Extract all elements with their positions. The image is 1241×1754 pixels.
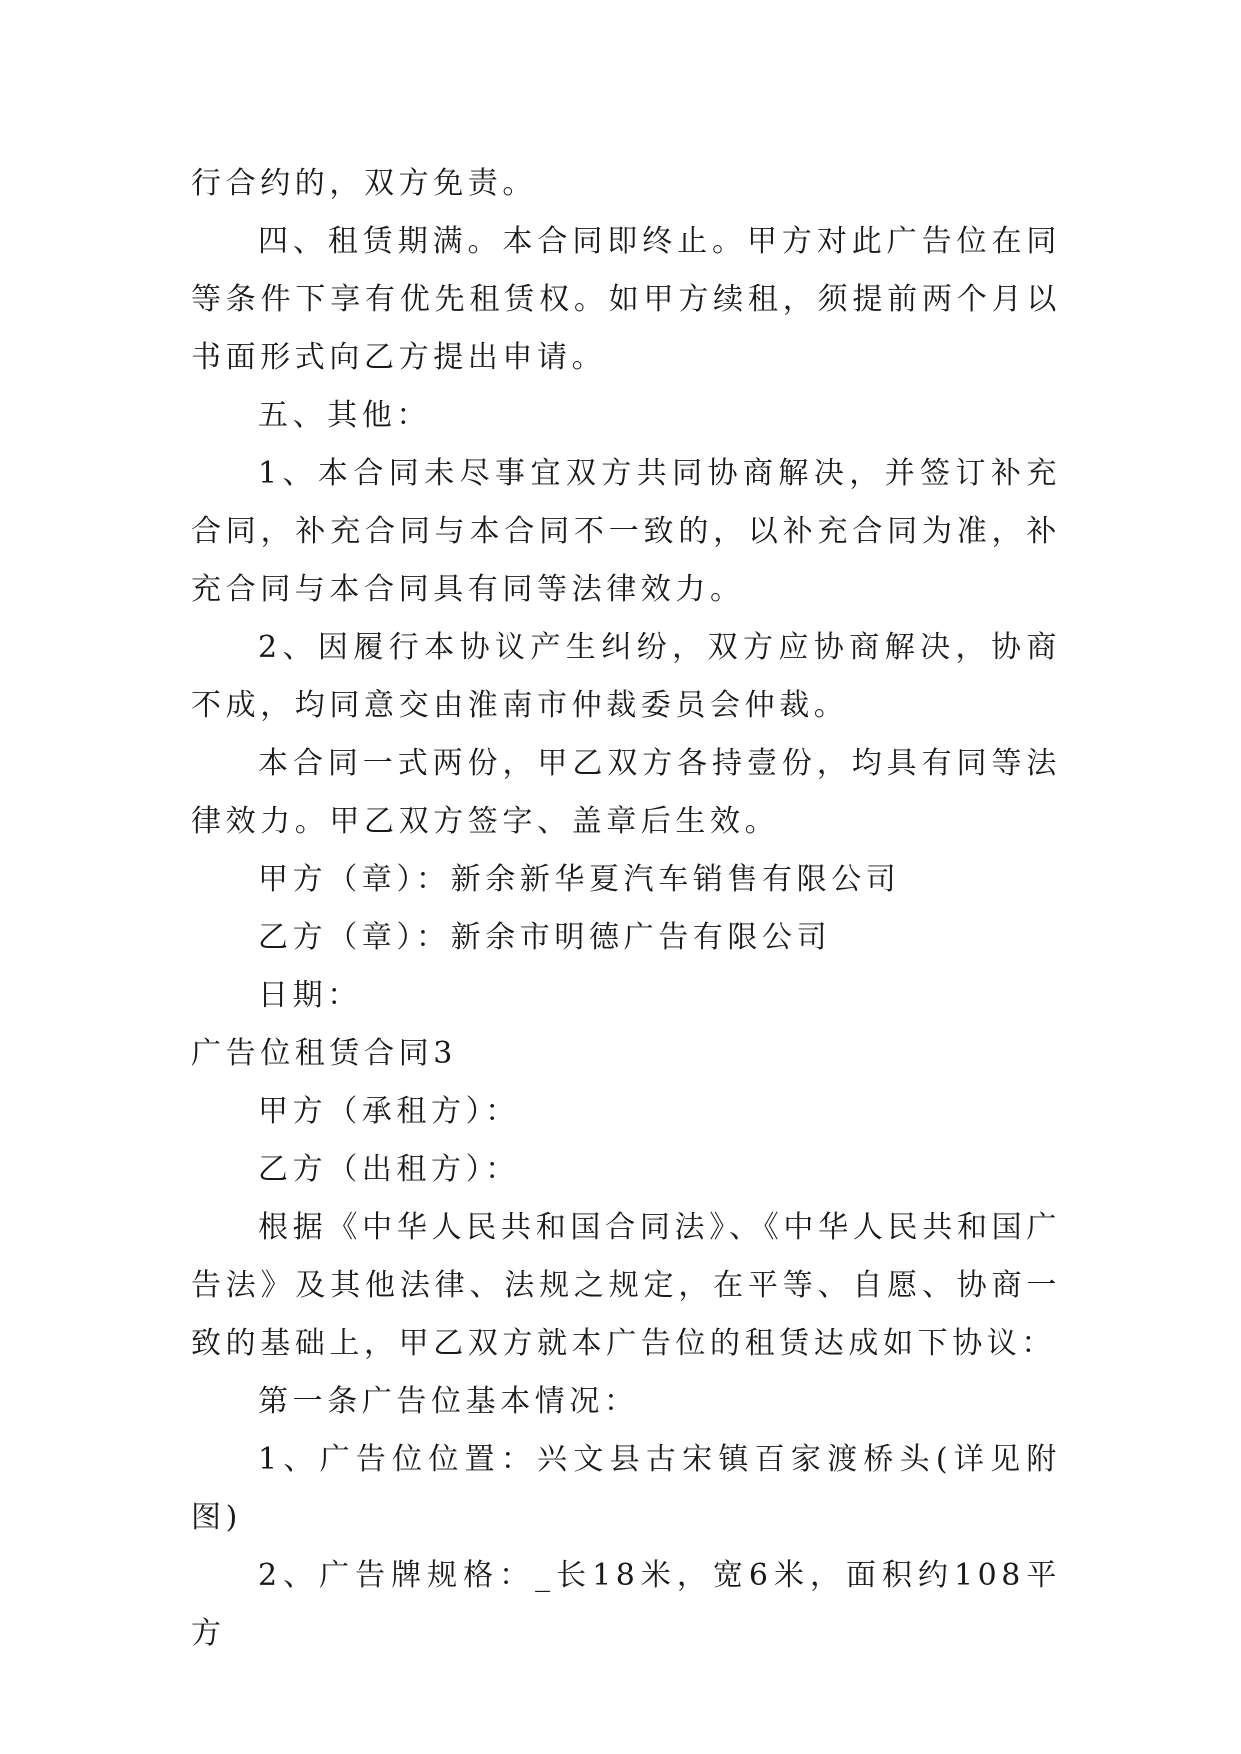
article-one-item-2: 2、广告牌规格：_长18米，宽6米，面积约108平方	[191, 1558, 1061, 1651]
party-b-lessor: 乙方（出租方）：	[258, 1152, 520, 1187]
paragraph-preamble: 根据《中华人民共和国合同法》、《中华人民共和国广告法》及其他法律、法规之规定，在平等、自愿、协商一致的基础上，甲乙双方就本广告位的租赁达成如下协议：	[191, 1210, 1061, 1361]
paragraph-clause-five-item-1: 1、本合同未尽事宜双方共同协商解决，并签订补充合同，补充合同与本合同不一致的，以补充合同为准，补充合同与本合同具有同等法律效力。	[191, 456, 1061, 607]
date-line: 日期：	[258, 978, 362, 1013]
party-a-lessee: 甲方（承租方）：	[258, 1094, 520, 1129]
section-title: 广告位租赁合同3	[191, 1036, 457, 1071]
paragraph-clause-five-item-2: 2、因履行本协议产生纠纷，双方应协商解决，协商不成，均同意交由淮南市仲裁委员会仲裁。	[191, 630, 1061, 723]
party-a-signature: 甲方（章）：新余新华夏汽车销售有限公司	[258, 862, 901, 897]
article-one-item-1: 1、广告位位置：兴文县古宋镇百家渡桥头(详见附图)	[191, 1442, 1061, 1535]
document-body	[191, 155, 1061, 1663]
article-one-heading: 第一条广告位基本情况：	[258, 1384, 639, 1419]
paragraph-continuation: 行合约的，双方免责。	[191, 166, 537, 201]
party-b-signature: 乙方（章）：新余市明德广告有限公司	[258, 920, 832, 955]
paragraph-copies: 本合同一式两份，甲乙双方各持壹份，均具有同等法律效力。甲乙双方签字、盖章后生效。	[191, 746, 1061, 839]
paragraph-clause-five-heading: 五、其他：	[258, 398, 431, 433]
paragraph-clause-four: 四、租赁期满。本合同即终止。甲方对此广告位在同等条件下享有优先租赁权。如甲方续租，须提前两个月以书面形式向乙方提出申请。	[191, 224, 1061, 375]
